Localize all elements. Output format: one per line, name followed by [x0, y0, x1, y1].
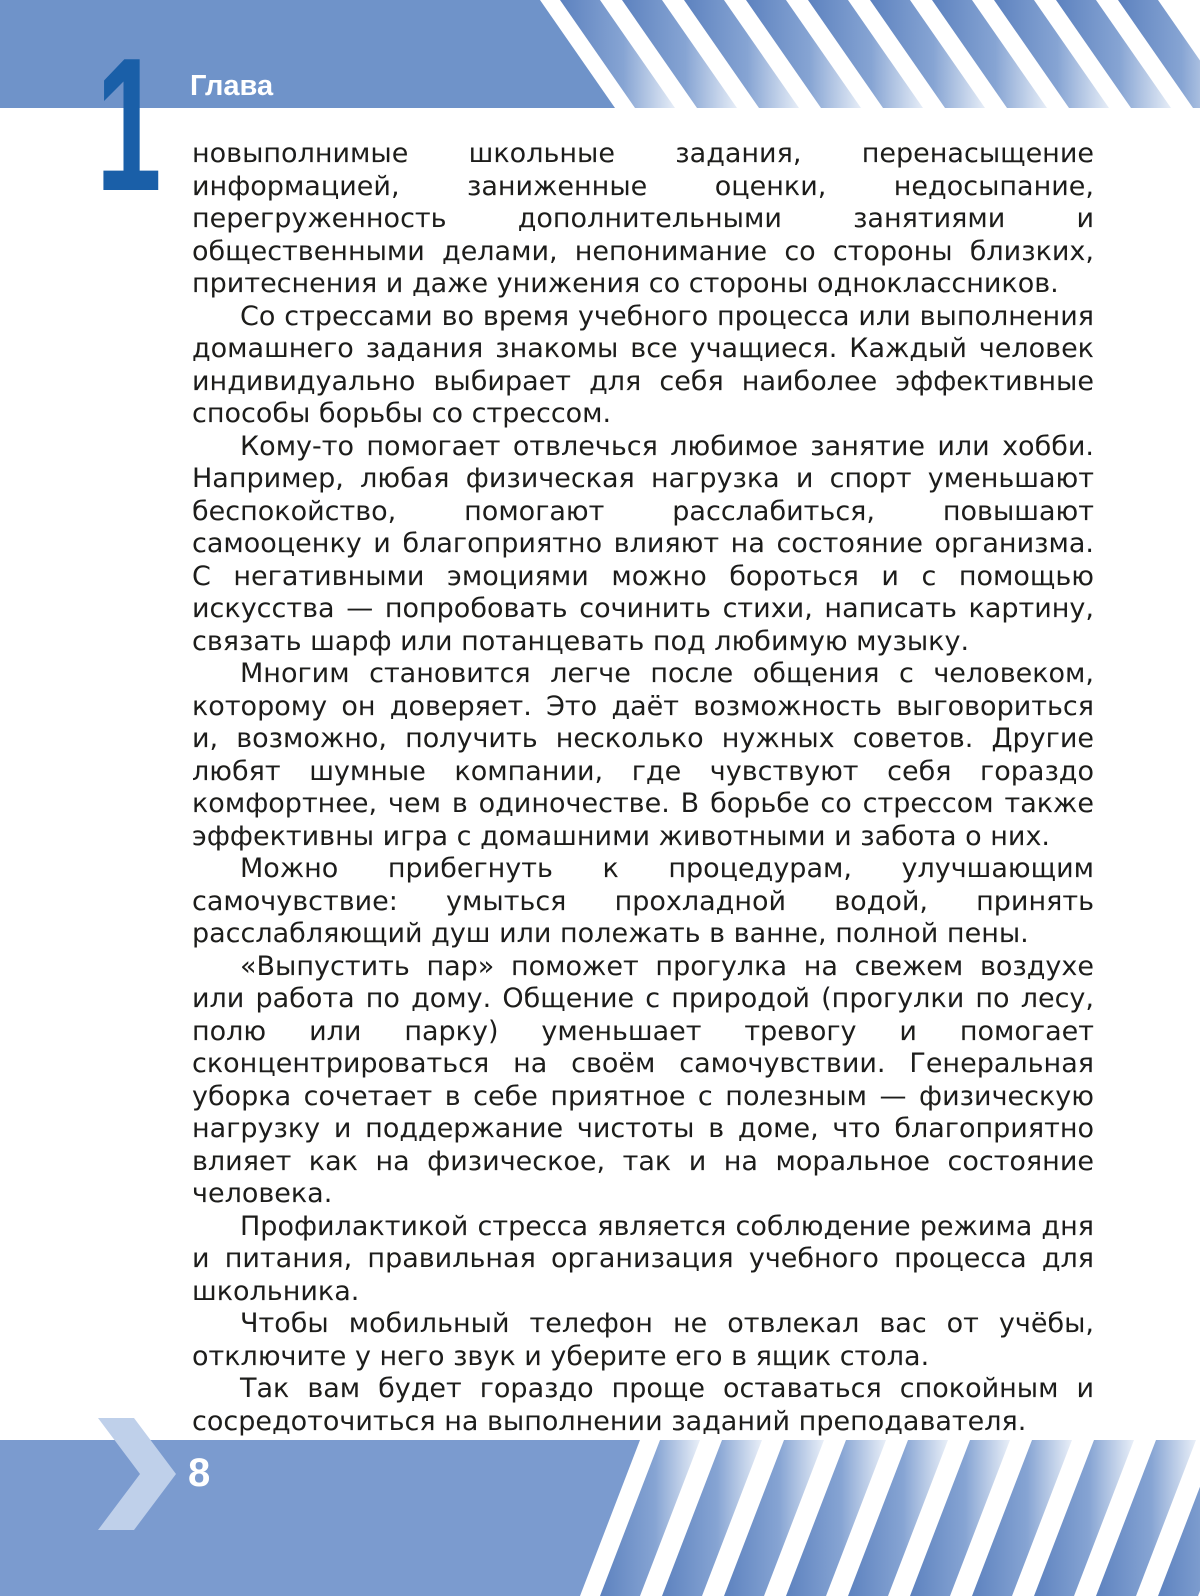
chapter-label: Глава — [190, 70, 274, 102]
paragraph: Так вам будет гораздо проще оставаться спокойным и сосредоточиться на выполнении заданий преподавателя. — [192, 1373, 1094, 1437]
paragraph: Со стрессами во время учебного процесса или выполнения домашнего задания знакомы все учащиеся. Каждый человек индивидуально выбирает для себя наиболее эффективные способы борьбы со стрессом. — [192, 300, 1094, 429]
paragraph: Кому-то помогает отвлечься любимое занятие или хобби. Например, любая физическая нагрузка и спорт уменьшают беспокойство, помогают расслабиться, повышают самооценку и благоприятно влияют на состояние организма. С негативными эмоциями можно бороться и с помощью искусства — попробовать сочинить стихи, написать картину, связать шарф или потанцевать под любимую музыку. — [192, 430, 1094, 657]
body-text — [192, 138, 1094, 1438]
paragraph: Профилактикой стресса является соблюдение режима дня и питания, правильная организация учебного процесса для школьника. — [192, 1210, 1094, 1307]
paragraph: Чтобы мобильный телефон не отвлекал вас от учёбы, отключите у него звук и уберите его в ящик стола. — [192, 1308, 1094, 1372]
paragraph: «Выпустить пар» поможет прогулка на свежем воздухе или работа по дому. Общение с природой (прогулки по лесу, полю или парку) уменьшает тревогу и помогает сконцентрироваться на своём самочувствии. Генеральная уборка сочетает в себе приятное с полезным — физическую нагрузку и поддержание чистоты в доме, что благоприятно влияет как на физическое, так и на моральное состояние человека. — [192, 950, 1094, 1209]
chapter-number: 1 — [96, 19, 160, 231]
header-band — [0, 0, 1200, 108]
paragraph: Можно прибегнуть к процедурам, улучшающим самочувствие: умыться прохладной водой, принять расслабляющий душ или полежать в ванне, полной пены. — [192, 853, 1094, 949]
paragraph: Многим становится легче после общения с человеком, которому он доверяет. Это даёт возможность выговориться и, возможно, получить несколько нужных советов. Другие любят шумные компании, где чувствуют себя гораздо комфортнее, чем в одиночестве. В борьбе со стрессом также эффективны игра с домашними животными и забота о них. — [192, 658, 1094, 852]
paragraph: новыполнимые школьные задания, перенасыщение информацией, заниженные оценки, недосыпание, перегруженность дополнительными занятиями и общественными делами, непонимание со стороны близких, притеснения и даже унижения со стороны одноклассников. — [192, 138, 1094, 299]
page-number: 8 — [188, 1451, 211, 1495]
footer-band — [0, 1440, 1200, 1596]
